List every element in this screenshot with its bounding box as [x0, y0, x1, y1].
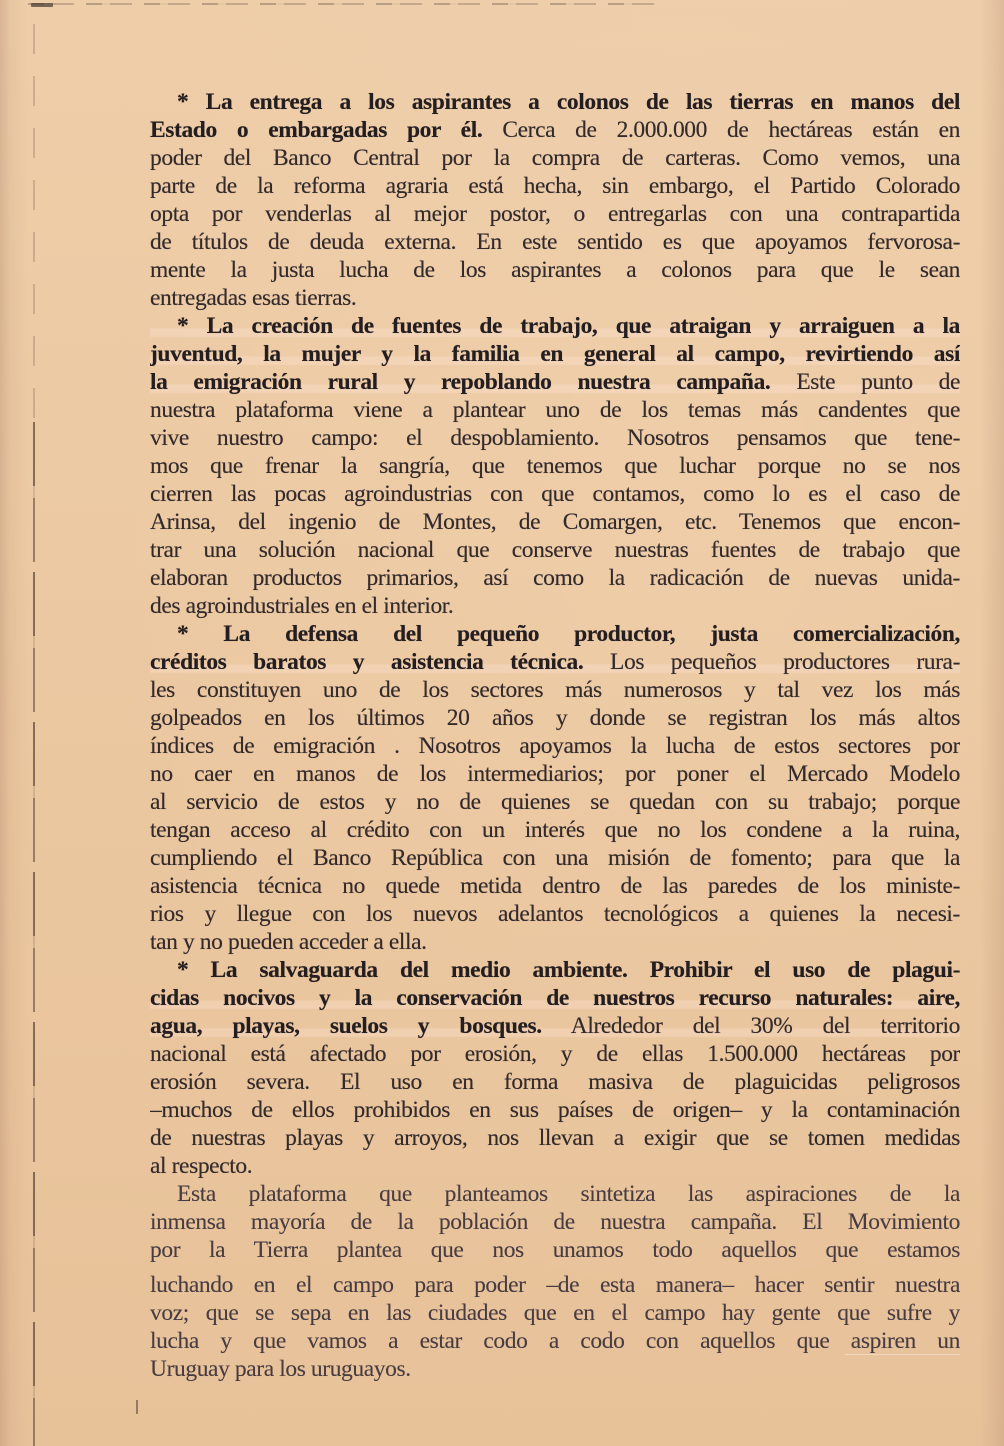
text-line	[150, 228, 960, 256]
text-line	[150, 956, 960, 984]
text-line	[150, 760, 960, 788]
text-segment: Este punto de	[770, 369, 960, 395]
text-segment: tan y no pueden acceder a ella.	[150, 929, 427, 955]
text-line	[150, 1355, 960, 1383]
text-segment: al respecto.	[150, 1153, 253, 1179]
text-segment: tengan acceso al crédito con un interés que no los condene a la ruina,	[150, 817, 960, 843]
text-segment: índices de emigración . Nosotros apoyamos la lucha de estos sectores por	[150, 733, 960, 759]
text-segment: mos que frenar la sangría, que tenemos que luchar porque no se nos	[150, 453, 960, 479]
text-line	[150, 144, 960, 172]
text-line	[150, 88, 960, 116]
bold-text-segment: * La entrega a los aspirantes a colonos de las tierras en manos del	[177, 89, 960, 115]
text-line	[150, 1299, 960, 1327]
text-line	[150, 1208, 960, 1236]
text-line	[150, 536, 960, 564]
text-line	[150, 284, 960, 312]
text-segment: al servicio de estos y no de quienes se quedan con su trabajo; porque	[150, 789, 960, 815]
text-segment: lucha y que vamos a estar codo a codo con aquellos que aspiren un	[150, 1328, 960, 1354]
text-segment: no caer en manos de los intermediarios; por poner el Mercado Modelo	[150, 761, 960, 787]
text-line	[150, 368, 960, 396]
text-segment: cumpliendo el Banco República con una misión de fomento; para que la	[150, 845, 960, 871]
text-line	[150, 1327, 960, 1355]
text-segment: –muchos de ellos prohibidos en sus países de origen– y la contaminación	[150, 1097, 960, 1123]
text-line	[150, 508, 960, 536]
text-segment: trar una solución nacional que conserve nuestras fuentes de trabajo que	[150, 537, 960, 563]
scan-artifact-top-left-mark	[31, 3, 53, 7]
bold-text-segment: cidas nocivos y la conservación de nuestros recurso naturales: aire,	[150, 985, 960, 1011]
text-line	[150, 592, 960, 620]
text-segment: les constituyen uno de los sectores más numerosos y tal vez los más	[150, 677, 960, 703]
text-line	[150, 872, 960, 900]
text-line	[150, 788, 960, 816]
text-segment: golpeados en los últimos 20 años y donde se registran los más altos	[150, 705, 960, 731]
text-segment: inmensa mayoría de la población de nuestra campaña. El Movimiento	[150, 1209, 960, 1235]
text-segment: de nuestras playas y arroyos, nos llevan a exigir que se tomen medidas	[150, 1125, 960, 1151]
text-line	[150, 620, 960, 648]
text-segment: mente la justa lucha de los aspirantes a colonos para que le sean	[150, 257, 960, 283]
text-segment: nacional está afectado por erosión, y de ellas 1.500.000 hectáreas por	[150, 1041, 960, 1067]
text-line	[150, 1180, 960, 1208]
paragraph	[150, 88, 960, 312]
text-segment: nuestra plataforma viene a plantear uno de los temas más candentes que	[150, 397, 960, 423]
text-line	[150, 648, 960, 676]
scan-artifact-left-dashed-line-lower	[33, 422, 35, 1446]
text-segment: elaboran productos primarios, así como la radicación de nuevas unida-	[150, 565, 960, 591]
text-segment: por la Tierra plantea que nos unamos todo aquellos que estamos	[150, 1237, 960, 1263]
text-segment: de títulos de deuda externa. En este sentido es que apoyamos fervorosa-	[150, 229, 960, 255]
text-line	[150, 452, 960, 480]
text-line	[150, 312, 960, 340]
text-line	[150, 816, 960, 844]
text-line	[150, 396, 960, 424]
bold-text-segment: * La creación de fuentes de trabajo, que atraigan y arraiguen a la	[177, 313, 960, 339]
text-segment: Cerca de 2.000.000 de hectáreas están en	[482, 117, 960, 143]
paragraph	[150, 620, 960, 956]
bold-text-segment: juventud, la mujer y la familia en general al campo, revirtiendo así	[150, 341, 960, 367]
text-segment: luchando en el campo para poder –de esta manera– hacer sentir nuestra	[150, 1272, 960, 1298]
text-line	[150, 732, 960, 760]
text-line	[150, 1124, 960, 1152]
text-line	[150, 200, 960, 228]
text-line	[150, 900, 960, 928]
text-segment: opta por venderlas al mejor postor, o entregarlas con una contrapartida	[150, 201, 960, 227]
text-line	[150, 1271, 960, 1299]
text-segment: cierren las pocas agroindustrias con que contamos, como lo es el caso de	[150, 481, 960, 507]
text-line	[150, 172, 960, 200]
text-segment: vive nuestro campo: el despoblamiento. Nosotros pensamos que tene-	[150, 425, 960, 451]
text-line	[150, 1040, 960, 1068]
text-line	[150, 704, 960, 732]
bold-text-segment: créditos baratos y asistencia técnica.	[150, 649, 584, 675]
paragraph	[150, 1180, 960, 1383]
text-line	[150, 340, 960, 368]
bold-text-segment: Estado o embargadas por él.	[150, 117, 483, 143]
text-line	[150, 256, 960, 284]
text-line	[150, 1096, 960, 1124]
text-line	[150, 1236, 960, 1264]
text-line	[150, 844, 960, 872]
text-line	[150, 116, 960, 144]
text-line	[150, 984, 960, 1012]
text-segment: rios y llegue con los nuevos adelantos tecnológicos a quienes la necesi-	[150, 901, 960, 927]
text-line	[150, 1152, 960, 1180]
text-line	[150, 1068, 960, 1096]
text-segment: entregadas esas tierras.	[150, 285, 357, 311]
text-line	[150, 676, 960, 704]
bold-text-segment: la emigración rural y repoblando nuestra campaña.	[150, 369, 771, 395]
text-segment: parte de la reforma agraria está hecha, sin embargo, el Partido Colorado	[150, 173, 960, 199]
text-line	[150, 564, 960, 592]
bold-text-segment: * La defensa del pequeño productor, justa comercialización,	[177, 621, 960, 647]
text-segment: Alrededor del 30% del territorio	[541, 1013, 960, 1039]
text-line	[150, 928, 960, 956]
paragraph	[150, 312, 960, 620]
text-segment: voz; que se sepa en las ciudades que en el campo hay gente que sufre y	[150, 1300, 960, 1326]
text-segment: Uruguay para los uruguayos.	[150, 1356, 411, 1382]
document-text	[150, 88, 960, 1383]
scan-artifact-left-dashed-line-upper	[33, 24, 35, 422]
paragraph	[150, 956, 960, 1180]
text-segment: Arinsa, del ingenio de Montes, de Comargen, etc. Tenemos que encon-	[150, 509, 960, 535]
text-segment: erosión severa. El uso en forma masiva de plaguicidas peligrosos	[150, 1069, 960, 1095]
text-segment: poder del Banco Central por la compra de carteras. Como vemos, una	[150, 145, 960, 171]
text-segment: asistencia técnica no quede metida dentro de las paredes de los ministe-	[150, 873, 960, 899]
text-line	[150, 424, 960, 452]
scan-artifact-bottom-tick	[136, 1400, 138, 1414]
text-line	[150, 1012, 960, 1040]
text-segment: Esta plataforma que planteamos sintetiza las aspiraciones de la	[177, 1181, 960, 1207]
bold-text-segment: * La salvaguarda del medio ambiente. Prohibir el uso de plagui-	[177, 957, 960, 983]
scan-artifact-top-dashed-line	[28, 3, 660, 5]
text-segment: des agroindustriales en el interior.	[150, 593, 454, 619]
text-segment: Los pequeños productores rura-	[583, 649, 960, 675]
bold-text-segment: agua, playas, suelos y bosques.	[150, 1013, 542, 1039]
text-line	[150, 480, 960, 508]
